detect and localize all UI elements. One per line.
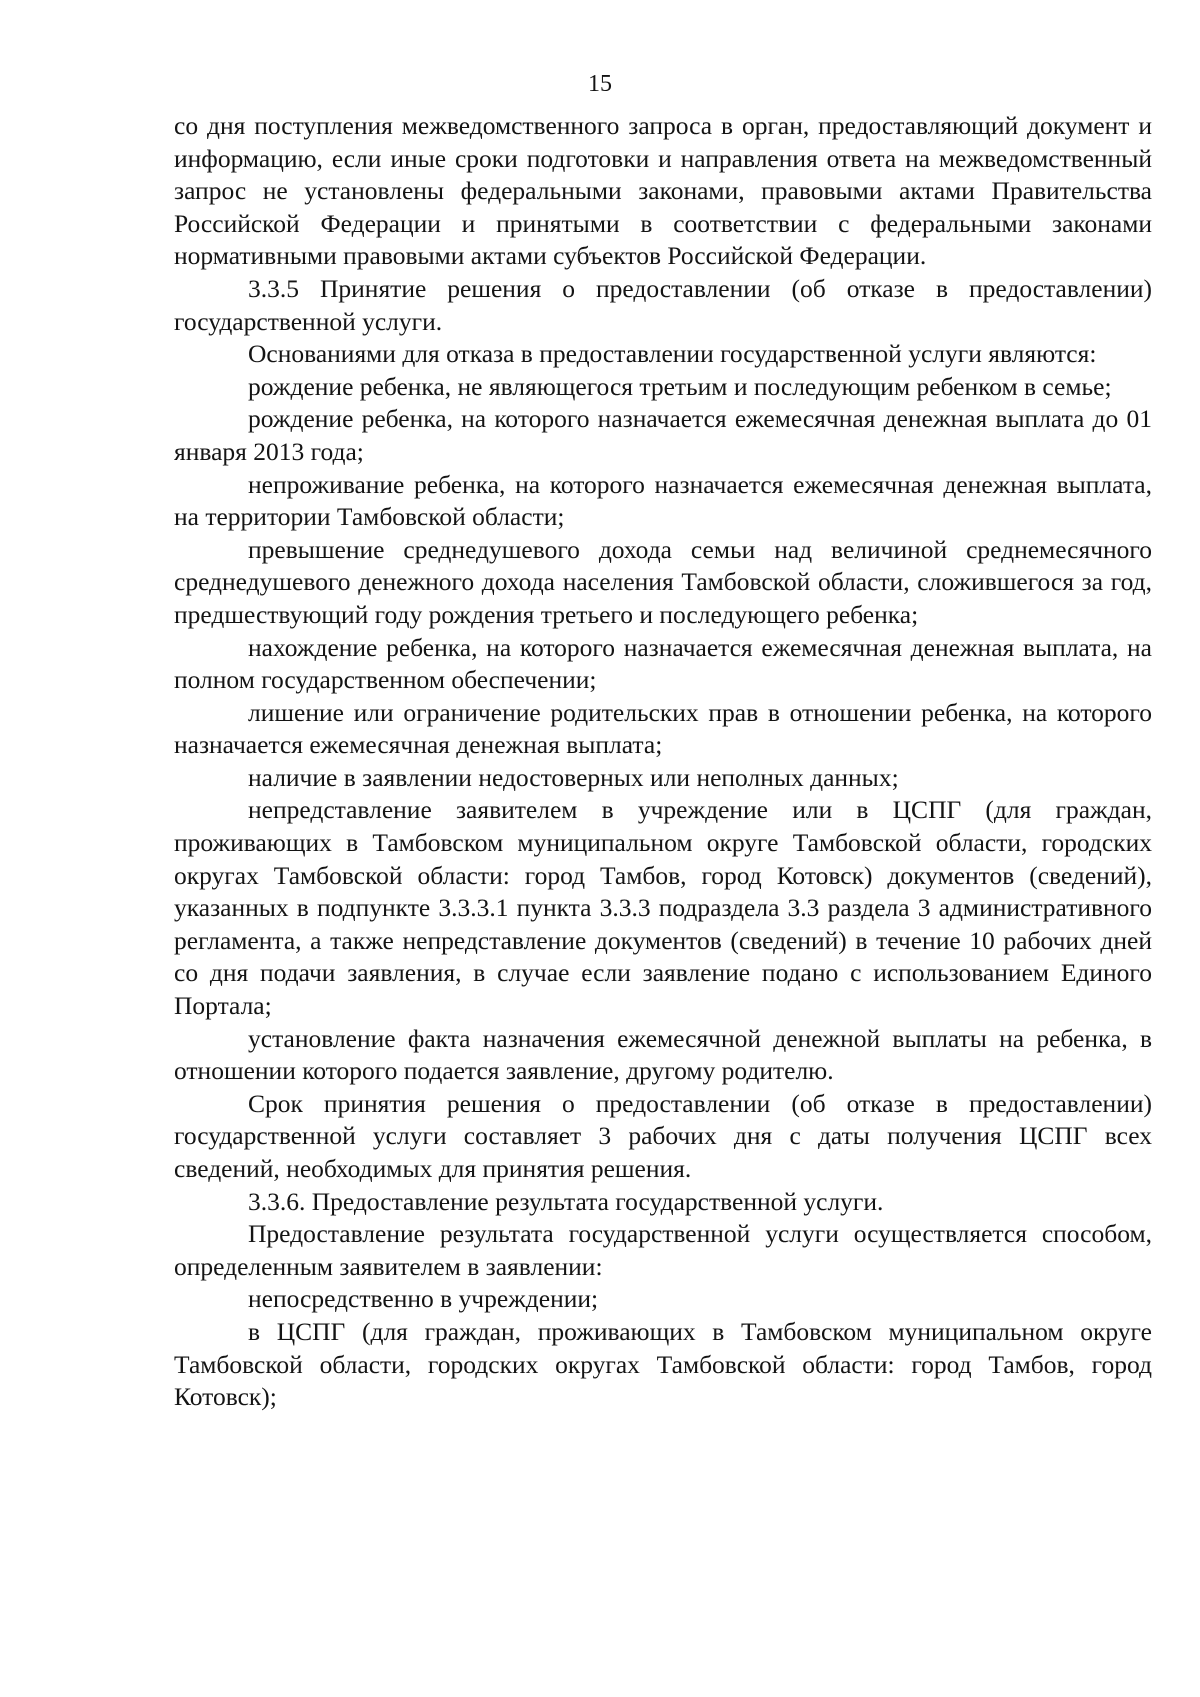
- list-item-delivery-method: непосредственно в учреждении;: [248, 1284, 599, 1314]
- list-item-refusal-ground: превышение среднедушевого дохода семьи над величиной среднемесячного среднедушевого денежного дохода населения Тамбовской области, сложившегося за год, предшествующий году рождения третьего и последующего ребенка;: [174, 534, 1152, 629]
- page-number: 15: [588, 71, 612, 97]
- list-item-refusal-ground: непредставление заявителем в учреждение или в ЦСПГ (для граждан, проживающих в Тамбовском муниципальном округе Тамбовской области, городских округах Тамбовской области: город Тамбов, город Котовск) документов (сведений), указанных в подпункте 3.3.3.1 пункта 3.3.3 подраздела 3.3 раздела 3 административного регламента, а также непредставление документов (сведений) в течение 10 рабочих дней со дня подачи заявления, в случае если заявление подано с использованием Единого Портала;: [174, 795, 1152, 1021]
- paragraph-section-3-3-6: 3.3.6. Предоставление результата государственной услуги.: [248, 1186, 884, 1216]
- paragraph-continuation: со дня поступления межведомственного запроса в орган, предоставляющий документ и информацию, если иные сроки подготовки и направления ответа на межведомственный запрос не установлены федеральными законами, правовыми актами Правительства Российской Федерации и принятыми в соответствии с федеральными законами нормативными правовыми актами субъектов Российской Федерации.: [174, 111, 1152, 271]
- list-item-delivery-method: в ЦСПГ (для граждан, проживающих в Тамбовском муниципальном округе Тамбовской области, городских округах Тамбовской области: город Тамбов, город Котовск);: [174, 1316, 1152, 1412]
- paragraph-result-delivery-intro: Предоставление результата государственной услуги осуществляется способом, определенным заявителем в заявлении:: [174, 1219, 1152, 1281]
- document-body: [174, 110, 1152, 1414]
- paragraph-decision-term: Срок принятия решения о предоставлении (об отказе в предоставлении) государственной услуги составляет 3 рабочих дня с даты получения ЦСПГ всех сведений, необходимых для принятия решения.: [174, 1088, 1152, 1183]
- list-item-refusal-ground: рождение ребенка, на которого назначается ежемесячная денежная выплата до 01 января 2013 года;: [174, 404, 1152, 466]
- list-item-refusal-ground: установление факта назначения ежемесячной денежной выплаты на ребенка, в отношении которого подается заявление, другому родителю.: [174, 1023, 1152, 1086]
- list-item-refusal-ground: непроживание ребенка, на которого назначается ежемесячная денежная выплата, на территории Тамбовской области;: [174, 469, 1152, 532]
- list-item-refusal-ground: нахождение ребенка, на которого назначается ежемесячная денежная выплата, на полном государственном обеспечении;: [174, 632, 1152, 695]
- paragraph-refusal-grounds-intro: Основаниями для отказа в предоставлении государственной услуги являются:: [248, 339, 1097, 369]
- list-item-refusal-ground: лишение или ограничение родительских прав в отношении ребенка, на которого назначается ежемесячная денежная выплата;: [174, 697, 1152, 760]
- list-item-refusal-ground: рождение ребенка, не являющегося третьим и последующим ребенком в семье;: [248, 371, 1112, 401]
- list-item-refusal-ground: наличие в заявлении недостоверных или неполных данных;: [248, 762, 899, 792]
- paragraph-section-3-3-5: 3.3.5 Принятие решения о предоставлении (об отказе в предоставлении) государственной услуги.: [174, 273, 1152, 336]
